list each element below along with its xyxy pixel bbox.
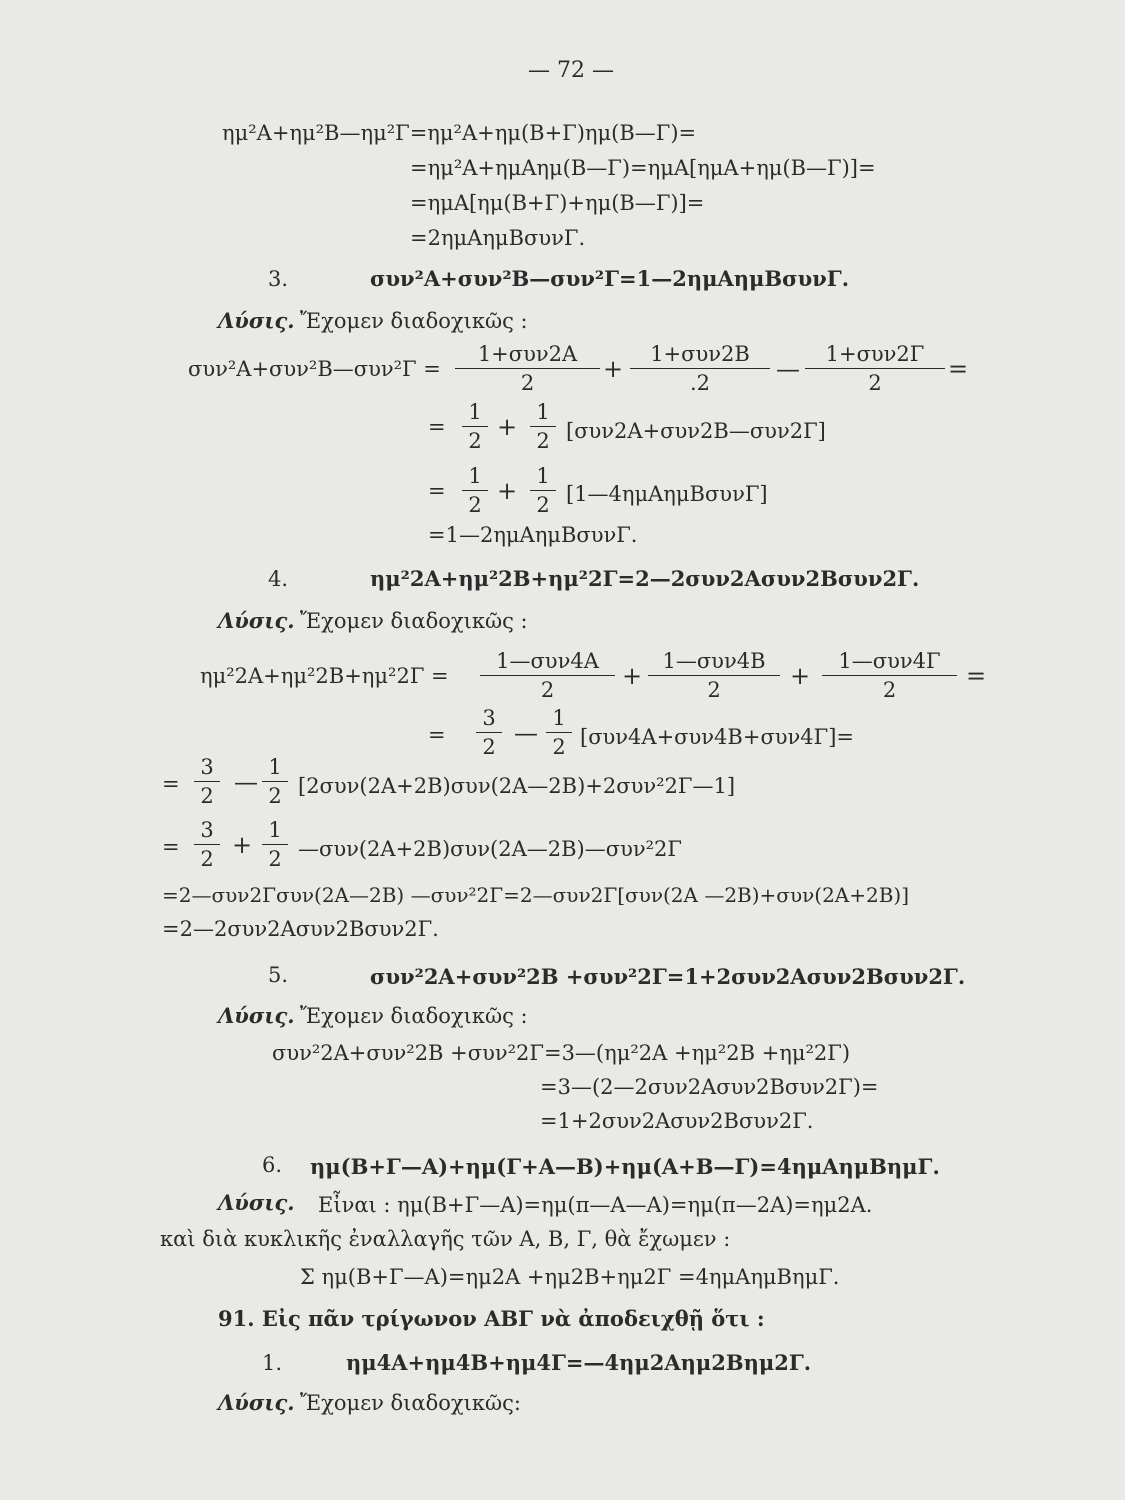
ex4-row4-three-halves: 3 2: [194, 818, 220, 871]
ex4-row3-three-halves: 3 2: [194, 755, 220, 808]
ex3-row3-prefix: =: [428, 479, 446, 503]
ex4-row2-bracket: [συν4Α+συν4Β+συν4Γ]=: [580, 725, 855, 749]
top-line-1: ημ²Α+ημ²Β—ημ²Γ=ημ²Α+ημ(Β+Γ)ημ(Β—Γ)=: [222, 121, 697, 145]
ex4-fraction-3: 1—συν4Γ 2: [822, 649, 957, 702]
page-number: — 72 —: [528, 58, 614, 83]
ex5-solution-label: Λύσις.: [218, 1003, 295, 1028]
ex4-number: 4.: [268, 567, 289, 591]
ex3-fraction-2: [630, 342, 770, 395]
ex3-solution-label: Λύσις.: [218, 308, 295, 333]
ex6-statement: ημ(Β+Γ—Α)+ημ(Γ+Α—Β)+ημ(Α+Β—Γ)=4ημΑημΒημΓ.: [310, 1154, 940, 1179]
ex5-statement: συν²2Α+συν²2Β +συν²2Γ=1+2συν2Ασυν2Βσυν2Γ.: [370, 964, 966, 989]
ex5-line-3: =1+2συν2Ασυν2Βσυν2Γ.: [540, 1109, 814, 1133]
sec91-ex1-number: 1.: [262, 1351, 283, 1375]
ex3-number: 3.: [268, 267, 289, 291]
sec91-solution-label: Λύσις.: [218, 1390, 295, 1415]
ex4-plus-1: +: [622, 662, 643, 690]
ex5-line-2: =3—(2—2συν2Ασυν2Βσυν2Γ)=: [540, 1075, 879, 1099]
ex3-row2-plus: +: [497, 413, 518, 441]
ex4-row2-half: 1 2: [546, 706, 572, 759]
ex3-fraction-3-num: 1+συν2Γ: [825, 342, 925, 366]
ex4-row4-rest: —συν(2Α+2Β)συν(2Α—2Β)—συν²2Γ: [298, 837, 682, 861]
ex3-row2-half-b: 1 2: [530, 400, 556, 453]
ex5-line-1: συν²2Α+συν²2Β +συν²2Γ=3—(ημ²2Α +ημ²2Β +ημ²2Γ): [272, 1041, 851, 1065]
ex3-fraction-3-den: 2: [868, 371, 882, 395]
ex4-statement: ημ²2Α+ημ²2Β+ημ²2Γ=2—2συν2Ασυν2Βσυν2Γ.: [370, 566, 920, 591]
ex4-row3-minus: —: [234, 768, 258, 796]
ex3-fraction-3: [805, 342, 945, 395]
ex4-lhs: ημ²2Α+ημ²2Β+ημ²2Γ =: [200, 664, 449, 688]
ex3-row2-prefix: =: [428, 415, 446, 439]
ex4-row3-prefix: =: [162, 772, 180, 796]
ex3-minus: —: [776, 355, 800, 383]
ex4-row4-prefix: =: [162, 835, 180, 859]
ex3-solution-intro: Ἔχομεν διαδοχικῶς :: [300, 309, 528, 333]
ex4-row6: =2—2συν2Ασυν2Βσυν2Γ.: [162, 917, 439, 941]
ex3-row3-half-b: 1 2: [530, 464, 556, 517]
top-line-2: =ημ²Α+ημΑημ(Β—Γ)=ημΑ[ημΑ+ημ(Β—Γ)]=: [410, 156, 876, 180]
ex3-row3-plus: +: [497, 477, 518, 505]
ex4-solution-intro: Ἔχομεν διαδοχικῶς :: [300, 609, 528, 633]
section-91-heading: 91. Εἰς πᾶν τρίγωνον ΑΒΓ νὰ ἀποδειχθῇ ὅτι :: [218, 1306, 765, 1331]
ex4-row2-three-halves: 3 2: [476, 706, 502, 759]
sec91-ex1-statement: ημ4Α+ημ4Β+ημ4Γ=—4ημ2Αημ2Βημ2Γ.: [346, 1350, 812, 1375]
ex3-row2-bracket: [συν2Α+συν2Β—συν2Γ]: [566, 419, 826, 443]
top-line-4: =2ημΑημΒσυνΓ.: [410, 226, 586, 250]
ex3-fraction-1-den: 2: [520, 371, 535, 395]
ex5-number: 5.: [268, 963, 289, 987]
ex3-row3-bracket: [1—4ημΑημΒσυνΓ]: [566, 482, 768, 506]
ex3-row4: =1—2ημΑημΒσυνΓ.: [428, 523, 638, 547]
ex3-fraction-1: [455, 342, 600, 395]
sec91-solution-intro: Ἔχομεν διαδοχικῶς:: [300, 1391, 521, 1415]
ex6-line-2: καὶ διὰ κυκλικῆς ἐναλλαγῆς τῶν Α, Β, Γ, θὰ ἔχωμεν :: [160, 1227, 731, 1251]
ex3-row2-half-a: 1 2: [462, 400, 488, 453]
ex4-fraction-1: 1—συν4Α 2: [480, 649, 615, 702]
ex3-lhs: συν²Α+συν²Β—συν²Γ =: [188, 357, 441, 381]
ex3-fraction-2-num: 1+συν2Β: [650, 342, 750, 366]
top-line-3: =ημΑ[ημ(Β+Γ)+ημ(Β—Γ)]=: [410, 191, 705, 215]
ex4-plus-2: +: [790, 662, 811, 690]
ex6-solution-label: Λύσις.: [218, 1190, 295, 1215]
ex5-solution-intro: Ἔχομεν διαδοχικῶς :: [300, 1004, 528, 1028]
ex6-line-3: Σ ημ(Β+Γ—Α)=ημ2Α +ημ2Β+ημ2Γ =4ημΑημΒημΓ.: [300, 1265, 840, 1289]
ex6-number: 6.: [262, 1153, 283, 1177]
ex3-fraction-1-num: 1+συν2Α: [477, 342, 578, 366]
ex4-row5: =2—συν2Γσυν(2Α—2Β) —συν²2Γ=2—συν2Γ[συν(2Α —2Β)+συν(2Α+2Β)]: [162, 883, 910, 907]
ex4-row3-bracket: [2συν(2Α+2Β)συν(2Α—2Β)+2συν²2Γ—1]: [298, 774, 736, 798]
ex3-row3-half-a: 1 2: [462, 464, 488, 517]
ex4-row4-half: 1 2: [262, 818, 288, 871]
ex4-row3-half: 1 2: [262, 755, 288, 808]
ex3-fraction-2-den: .2: [689, 371, 711, 395]
ex3-equals: =: [948, 355, 969, 383]
ex4-fraction-2: 1—συν4Β 2: [648, 649, 780, 702]
ex4-row2-minus: —: [514, 719, 538, 747]
ex4-equals: =: [966, 662, 987, 690]
ex3-statement: συν²Α+συν²Β—συν²Γ=1—2ημΑημΒσυνΓ.: [370, 266, 850, 291]
ex3-plus: +: [603, 355, 624, 383]
ex4-solution-label: Λύσις.: [218, 608, 295, 633]
ex4-row4-plus: +: [232, 831, 253, 859]
ex4-row2-prefix: =: [428, 723, 446, 747]
ex6-line-1: Εἶναι : ημ(Β+Γ—Α)=ημ(π—Α—Α)=ημ(π—2Α)=ημ2Α.: [318, 1193, 873, 1217]
